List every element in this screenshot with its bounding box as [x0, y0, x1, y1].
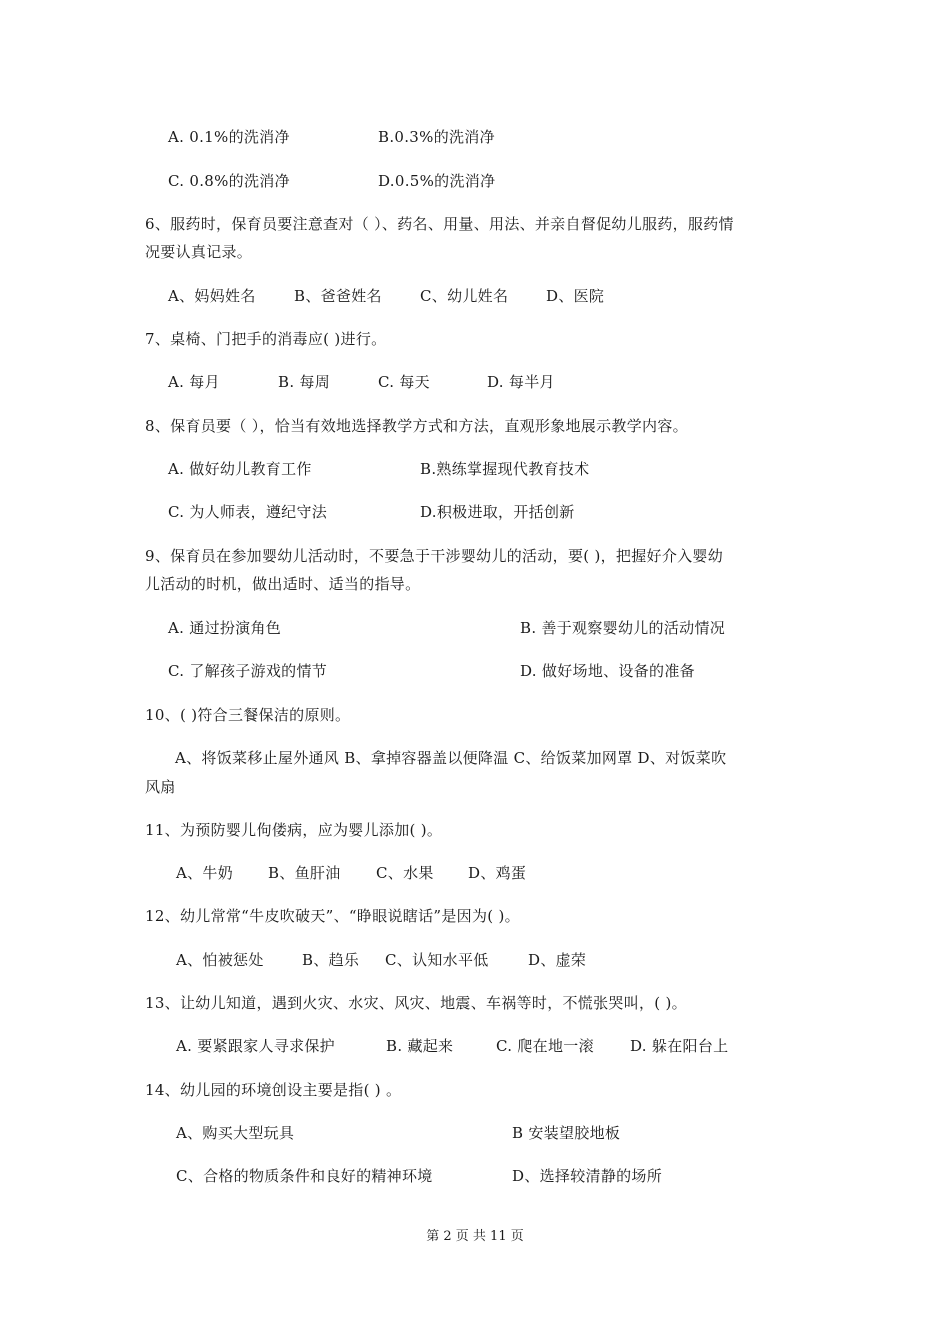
q13-option-a: A. 要紧跟家人寻求保护: [176, 1037, 335, 1055]
q9-option-b: B. 善于观察婴幼儿的活动情况: [520, 619, 726, 637]
q13-option-b: B. 藏起来: [386, 1037, 454, 1055]
q5-option-c: C. 0.8%的洗消净: [168, 172, 290, 190]
q10-options-line1: A、将饭菜移止屋外通风 B、拿掉容器盖以便降温 C、给饭菜加网罩 D、对饭菜吹: [175, 749, 727, 767]
q14-option-b: B 安装望胶地板: [512, 1124, 621, 1142]
q12-option-d: D、虚荣: [528, 951, 587, 969]
q14-option-a: A、购买大型玩具: [176, 1124, 295, 1142]
q5-option-d: D.0.5%的洗消净: [378, 172, 496, 190]
q7-option-b: B. 每周: [278, 373, 331, 391]
q6-option-b: B、爸爸姓名: [294, 287, 382, 305]
q6-option-a: A、妈妈姓名: [168, 287, 256, 305]
q12-option-c: C、认知水平低: [385, 951, 489, 969]
q7-option-a: A. 每月: [168, 373, 220, 391]
q13-stem: 13、让幼儿知道，遇到火灾、水灾、风灾、地震、车祸等时，不慌张哭叫，( )。: [145, 994, 687, 1012]
q9-stem-line1: 9、保育员在参加婴幼儿活动时，不要急于干涉婴幼儿的活动，要( )，把握好介入婴幼: [145, 547, 724, 565]
q13-option-d: D. 躲在阳台上: [630, 1037, 729, 1055]
q11-option-c: C、水果: [376, 864, 434, 882]
q8-option-c: C. 为人师表，遵纪守法: [168, 503, 328, 521]
q8-option-d: D.积极进取，开括创新: [420, 503, 575, 521]
q7-option-c: C. 每天: [378, 373, 430, 391]
page-footer: 第 2 页 共 11 页: [426, 1229, 524, 1244]
q5-option-b: B.0.3%的洗消净: [378, 128, 495, 146]
q12-option-b: B、趋乐: [302, 951, 360, 969]
q14-option-d: D、选择较清静的场所: [512, 1167, 663, 1185]
q9-option-d: D. 做好场地、设备的准备: [520, 662, 695, 680]
q6-option-c: C、幼儿姓名: [420, 287, 509, 305]
q13-option-c: C. 爬在地一滚: [496, 1037, 594, 1055]
q9-option-a: A. 通过扮演角色: [168, 619, 282, 637]
q10-stem: 10、( )符合三餐保洁的原则。: [145, 706, 351, 724]
q5-option-a: A. 0.1%的洗消净: [168, 128, 290, 146]
q12-stem: 12、幼儿常常“牛皮吹破天”、“睁眼说瞎话”是因为( )。: [145, 907, 520, 925]
q11-option-a: A、牛奶: [176, 864, 234, 882]
q12-option-a: A、怕被惩处: [176, 951, 264, 969]
q11-stem: 11、为预防婴儿佝偻病，应为婴儿添加( )。: [145, 821, 443, 839]
q7-stem: 7、桌椅、门把手的消毒应( )进行。: [145, 330, 387, 348]
q6-option-d: D、医院: [546, 287, 605, 305]
q9-stem-line2: 儿活动的时机，做出适时、适当的指导。: [145, 575, 421, 593]
q8-option-a: A. 做好幼儿教育工作: [168, 460, 312, 478]
q11-option-b: B、鱼肝油: [268, 864, 341, 882]
q7-option-d: D. 每半月: [487, 373, 555, 391]
q11-option-d: D、鸡蛋: [468, 864, 527, 882]
q10-options-line2: 风扇: [145, 778, 176, 796]
q14-option-c: C、合格的物质条件和良好的精神环境: [176, 1167, 433, 1185]
q6-stem-line1: 6、服药时，保育员要注意查对（ ）、药名、用量、用法、并亲自督促幼儿服药，服药情: [145, 215, 734, 233]
q8-option-b: B.熟练掌握现代教育技术: [420, 460, 590, 478]
q6-stem-line2: 况要认真记录。: [145, 243, 253, 261]
q8-stem: 8、保育员要（ ），恰当有效地选择教学方式和方法，直观形象地展示教学内容。: [145, 417, 688, 435]
q9-option-c: C. 了解孩子游戏的情节: [168, 662, 328, 680]
q14-stem: 14、幼儿园的环境创设主要是指( ) 。: [145, 1081, 402, 1099]
